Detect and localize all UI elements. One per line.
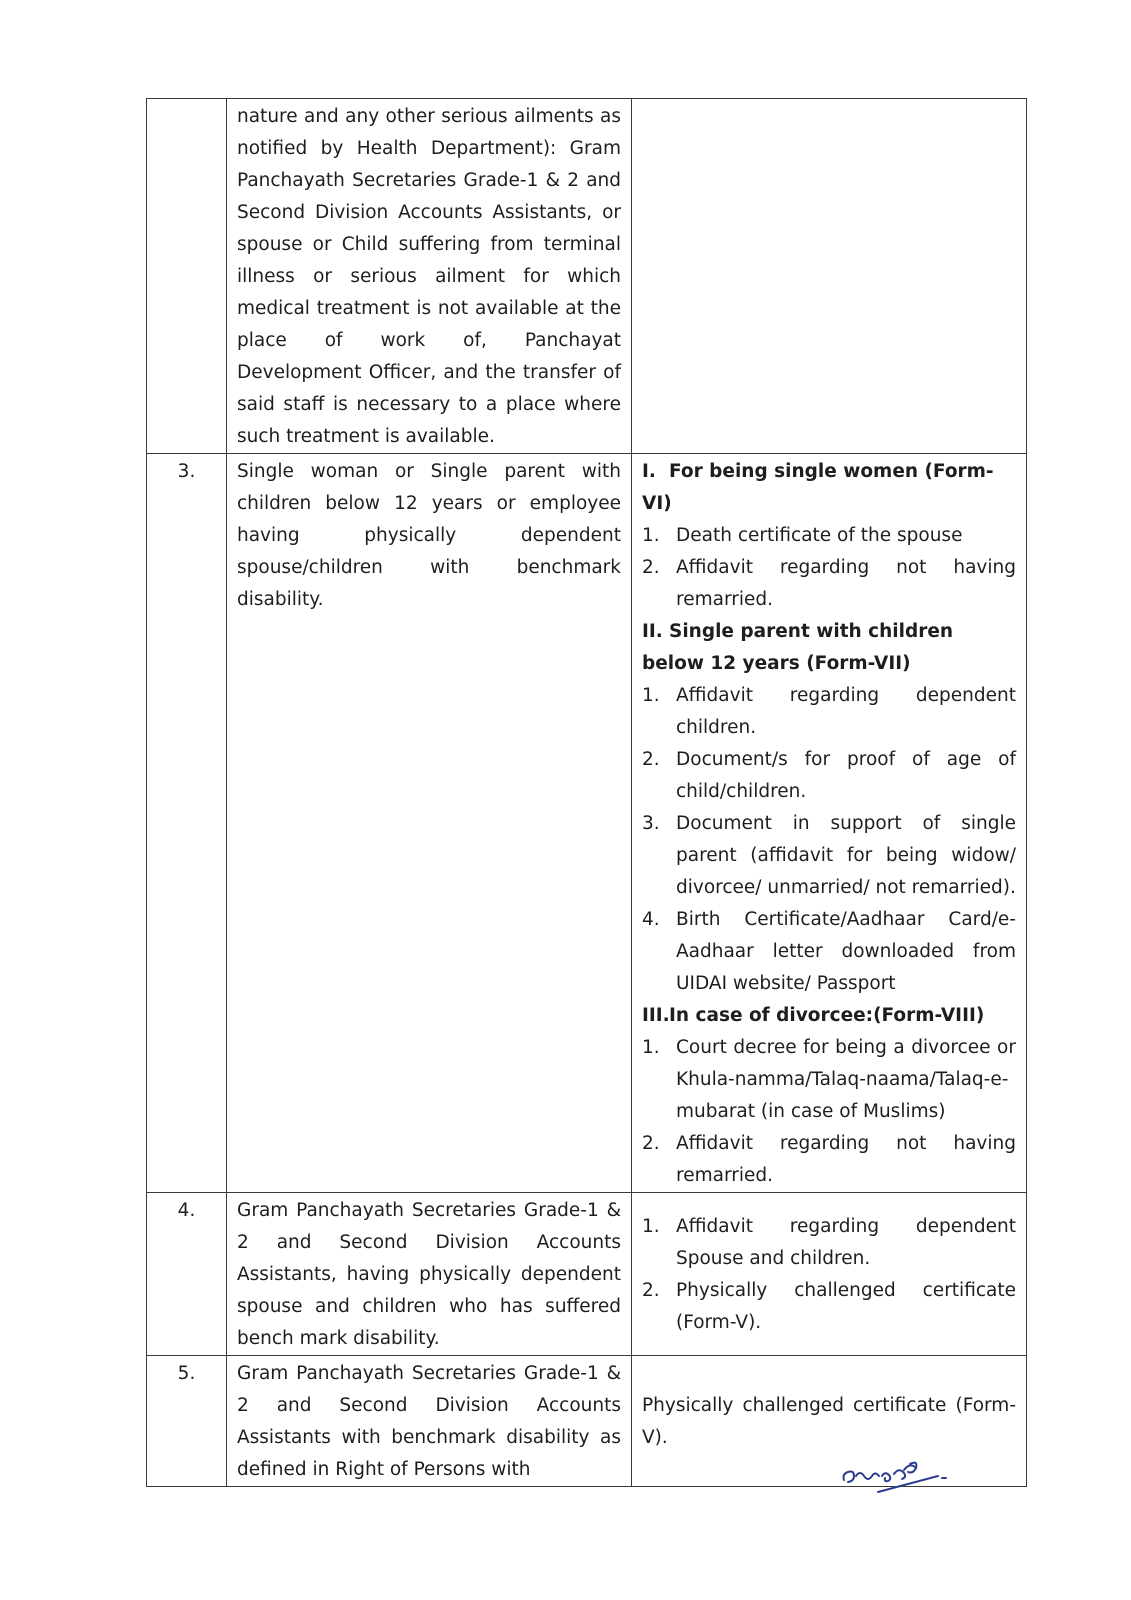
category-description-cell: nature and any other serious ailments as notified by Health Department): Gram Panchayath Secretaries Grade-1 & 2 and Second Division Accounts Assistants, or spouse or Child suffering from terminal illness or serious ailment for which medical treatment is not available at the place of work of, Panchayat Development Officer, and the transfer of said staff is necessary to a place where such treatment is available. (227, 99, 632, 454)
list-item: 1. Death certificate of the spouse (642, 525, 963, 546)
document-list (642, 680, 1016, 1000)
list-item: 1. Affidavit regarding dependent children. (642, 685, 1016, 738)
documents-cell (632, 454, 1027, 1193)
serial-number-cell: 3. (147, 454, 227, 1193)
list-item: 3. Document in support of single parent (affidavit for being widow/ divorcee/ unmarried/ not remarried). (642, 813, 1016, 898)
list-item: 1. Affidavit regarding dependent Spouse and children. (642, 1216, 1016, 1269)
serial-number-cell (147, 99, 227, 454)
list-item: 4. Birth Certificate/Aadhaar Card/e-Aadhaar letter downloaded from UIDAI website/ Passport (642, 909, 1016, 994)
signature-mark (838, 1458, 968, 1502)
document-list (642, 520, 1016, 616)
list-item: 2. Affidavit regarding not having remarried. (642, 557, 1016, 610)
serial-number-cell: 5. (147, 1356, 227, 1487)
category-description-cell: Single woman or Single parent with children below 12 years or employee having physically dependent spouse/children with benchmark disability. (227, 454, 632, 1193)
table-row (147, 1193, 1027, 1356)
document-list (642, 1032, 1016, 1192)
document-list (642, 1211, 1016, 1339)
list-item: 2. Document/s for proof of age of child/children. (642, 749, 1016, 802)
documents-cell (632, 1193, 1027, 1356)
section-heading: II. Single parent with children below 12 years (Form-VII) (642, 621, 954, 674)
documents-table (146, 98, 1027, 1487)
category-description-cell: Gram Panchayath Secretaries Grade-1 & 2 and Second Division Accounts Assistants, having physically dependent spouse and children who has suffered bench mark disability. (227, 1193, 632, 1356)
list-item: 1. Court decree for being a divorcee or Khula-namma/Talaq-naama/Talaq-e-mubarat (in case of Muslims) (642, 1037, 1016, 1122)
documents-cell: Physically challenged certificate (Form-V). (632, 1356, 1027, 1487)
table-row (147, 454, 1027, 1193)
list-item: 2. Affidavit regarding not having remarried. (642, 1133, 1016, 1186)
section-heading: III.In case of divorcee:(Form-VIII) (642, 1005, 985, 1026)
documents-cell (632, 99, 1027, 454)
list-item: 2. Physically challenged certificate (Form-V). (642, 1280, 1016, 1333)
section-heading: I. For being single women (Form-VI) (642, 461, 994, 514)
table-row (147, 99, 1027, 454)
serial-number-cell: 4. (147, 1193, 227, 1356)
category-description-cell: Gram Panchayath Secretaries Grade-1 & 2 and Second Division Accounts Assistants with benchmark disability as defined in Right of Persons with (227, 1356, 632, 1487)
